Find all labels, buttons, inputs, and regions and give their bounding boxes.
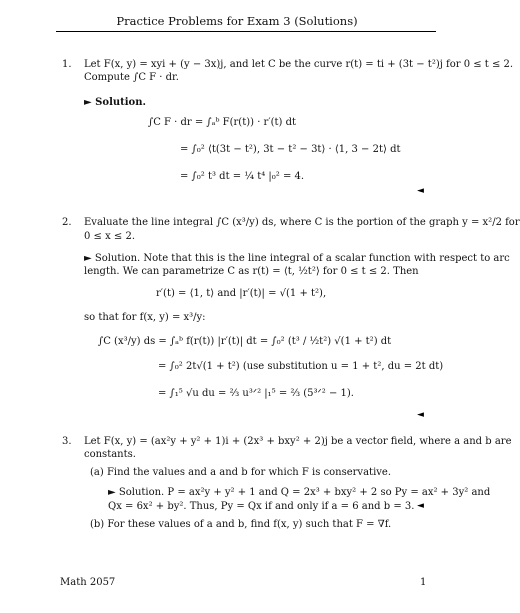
problem-3-statement: Let F(x, y) = (ax²y + y² + 1)i + (2x³ + bxy² + 2)j be a vector field, where a and b are <box>84 436 512 447</box>
problem-1-equation-3: = ∫₀² t³ dt = ¼ t⁴ |₀² = 4. <box>180 171 305 182</box>
problem-2-solution-line-2: length. We can parametrize C as r(t) = ⟨t, ½t²⟩ for 0 ≤ t ≤ 2. Then <box>84 266 419 277</box>
problem-1-statement: Let F(x, y) = xyi + (y − 3x)j, and let C be the curve r(t) = ti + (3t − t²)j for 0 ≤ t ≤ 2. <box>84 59 514 70</box>
problem-2-statement: Evaluate the line integral ∫C (x³/y) ds, where C is the portion of the graph y = x²/2 for <box>84 217 520 228</box>
page-title: Practice Problems for Exam 3 (Solutions) <box>116 14 358 28</box>
problem-3a-end-mark: ◄ <box>417 501 424 511</box>
problem-2-so-that: so that for f(x, y) = x³/y: <box>84 312 206 323</box>
problem-1-statement-cont: Compute ∫C F · dr. <box>84 72 179 83</box>
footer-page-number: 1 <box>420 577 427 588</box>
problem-3a-solution-line-2: Qx = 6x² + by². Thus, Py = Qx if and only if a = 6 and b = 3. <box>108 501 415 512</box>
problem-2-derivative-line: r′(t) = ⟨1, t⟩ and |r′(t)| = √(1 + t²), <box>156 288 327 299</box>
problem-3a-question: (a) Find the values and a and b for which F is conservative. <box>90 467 392 478</box>
problem-1-equation-2: = ∫₀² ⟨t(3t − t²), 3t − t² − 3t⟩ · ⟨1, 3 − 2t⟩ dt <box>180 144 401 155</box>
problem-1-end-mark: ◄ <box>417 186 424 196</box>
header-rule <box>56 31 436 32</box>
problem-2-number: 2. <box>62 217 72 228</box>
problem-3-statement-cont: constants. <box>84 449 136 460</box>
problem-2-end-mark: ◄ <box>417 410 424 420</box>
problem-1-equation-1: ∫C F · dr = ∫ₐᵇ F(r(t)) · r′(t) dt <box>148 117 297 128</box>
footer-course: Math 2057 <box>60 577 116 588</box>
problem-3-number: 3. <box>62 436 72 447</box>
problem-2-equation-2: = ∫₀² 2t√(1 + t²) (use substitution u = 1 + t², du = 2t dt) <box>158 361 444 372</box>
problem-3a-solution-line-1: ► Solution. P = ax²y + y² + 1 and Q = 2x³ + bxy² + 2 so Py = ax² + 3y² and <box>108 487 491 498</box>
problem-2-equation-1: ∫C (x³/y) ds = ∫ₐᵇ f(r(t)) |r′(t)| dt = ∫₀² (t³ / ½t²) √(1 + t²) dt <box>98 336 392 347</box>
problem-2-equation-3: = ∫₁⁵ √u du = ⅔ u³ᐟ² |₁⁵ = ⅔ (5³ᐟ² − 1). <box>158 388 354 399</box>
problem-2-statement-cont: 0 ≤ x ≤ 2. <box>84 231 136 242</box>
problem-1-solution-label: ► Solution. <box>84 97 146 108</box>
problem-3b-question: (b) For these values of a and b, find f(x, y) such that F = ∇f. <box>90 519 392 530</box>
problem-2-solution-line-1: ► Solution. Note that this is the line integral of a scalar function with respect to arc <box>84 253 510 264</box>
problem-1-number: 1. <box>62 59 72 70</box>
